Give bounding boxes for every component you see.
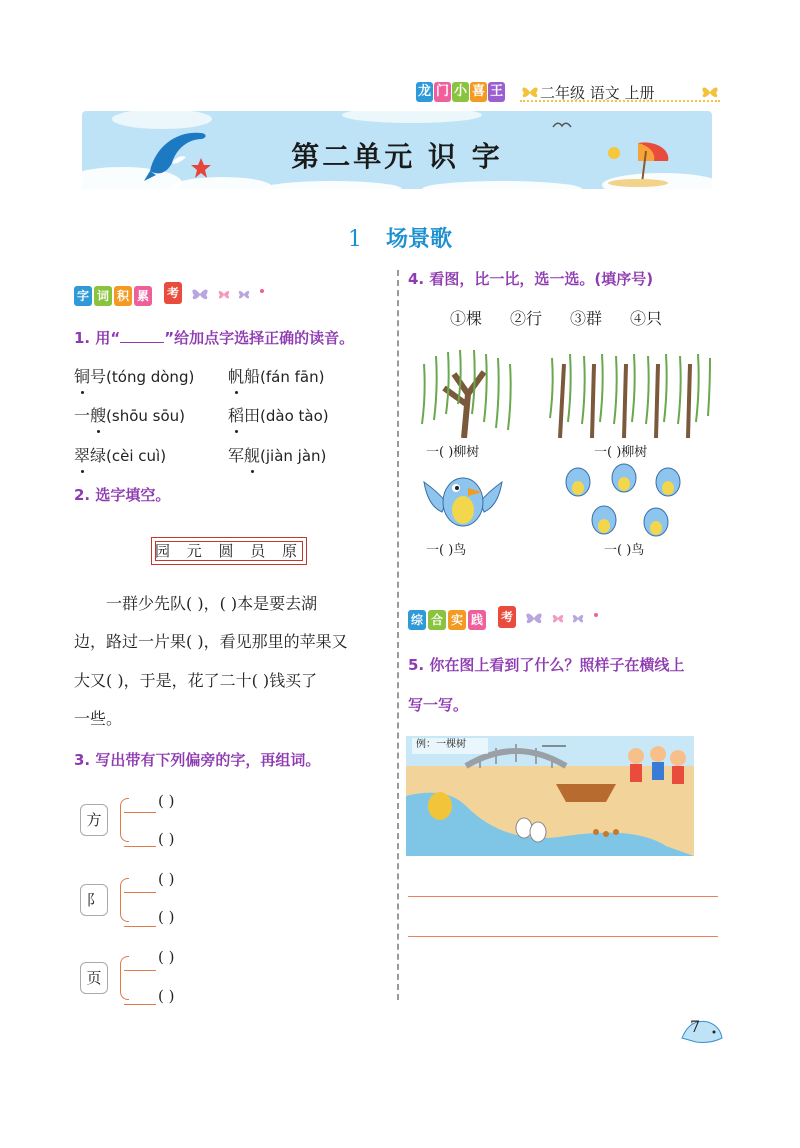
butterfly-icon: [700, 84, 720, 100]
exam-badge: 考: [164, 282, 182, 304]
question-4-prompt: 4. 看图，比一比，选一选。(填序号): [408, 270, 654, 288]
column-divider: [397, 270, 399, 1000]
q1-blank: [120, 342, 164, 343]
q2-line: 边，路过一片果( )，看见那里的苹果又: [74, 632, 348, 651]
answer-blank[interactable]: [124, 846, 156, 847]
answer-line[interactable]: [408, 936, 718, 937]
character-choices: 园 元 圆 员 原: [154, 542, 304, 560]
answer-blank[interactable]: [124, 926, 156, 927]
brand-logo: [416, 82, 505, 102]
seagull-icon: [552, 119, 572, 131]
dotted-char: 帆: [228, 367, 245, 386]
whale-icon: [680, 1012, 724, 1046]
pinyin-options: (shōu sōu): [106, 407, 186, 425]
willow-tree-illustration: [414, 344, 524, 438]
radical-box: 页: [80, 962, 108, 994]
section-tag-practice: [408, 610, 486, 630]
unit-banner: [82, 111, 712, 189]
measure-word-label: 一( )鸟: [426, 543, 467, 558]
example-label: 例：一棵树: [416, 739, 466, 750]
unit-title: 第二单元 识 字: [291, 140, 503, 173]
brace: [120, 798, 129, 842]
lesson-name: 场景歌: [385, 227, 452, 252]
answer-blank[interactable]: [124, 970, 156, 971]
q1-row: 一艘(shōu sōu): [74, 406, 186, 425]
park-scene-illustration: [406, 736, 694, 856]
lesson-number: 1: [347, 227, 362, 252]
brace: [120, 956, 129, 1000]
brand-char: 龙: [416, 82, 433, 102]
measure-word-label: 一( )柳树: [426, 445, 480, 460]
q2-line: 大又( )，于是，花了二十( )钱买了: [74, 671, 318, 690]
pinyin-options: (dào tào): [260, 407, 329, 425]
pinyin-options: (jiàn jàn): [260, 447, 327, 465]
tag-char: 积: [114, 286, 132, 306]
measure-word-label: 一( )鸟: [604, 543, 645, 558]
bird-flock-illustration: [560, 460, 690, 542]
page-number: 7: [690, 1017, 701, 1036]
q2-line: 一群少先队( )，( )本是要去湖: [106, 594, 318, 613]
option: ①棵: [450, 309, 483, 328]
word-paren: ( ): [158, 830, 175, 848]
word-paren: ( ): [158, 908, 175, 926]
tag-char: 词: [94, 286, 112, 306]
question-2-prompt: 2. 选字填空。: [74, 486, 171, 504]
character-choices-box: [151, 537, 307, 565]
word-paren: ( ): [158, 792, 175, 810]
dotted-char: 艘: [90, 406, 107, 425]
brand-char: 喜: [470, 82, 487, 102]
question-3-prompt: 3. 写出带有下列偏旁的字，再组词。: [74, 751, 321, 769]
pinyin-options: (tóng dòng): [106, 368, 195, 386]
q1-prefix: 1. 用“: [74, 329, 121, 347]
word-paren: ( ): [158, 987, 175, 1005]
q1-row: 帆船(fán fān): [228, 367, 325, 386]
butterfly-icon: [190, 285, 270, 303]
lesson-title: [0, 222, 800, 253]
measure-word-label: 一( )柳树: [594, 445, 648, 460]
dotted-char: 翠: [74, 446, 91, 465]
section-tag-vocabulary: [74, 286, 152, 306]
option: ④只: [630, 309, 663, 328]
dotted-char: 铜: [74, 367, 91, 386]
tag-char: 践: [468, 610, 486, 630]
q1-row: 稻田(dào tào): [228, 406, 329, 425]
q4-options: [450, 308, 662, 330]
pinyin-options: (cèi cuì): [106, 447, 167, 465]
pinyin-options: (fán fān): [260, 368, 325, 386]
bird-illustration: [420, 462, 506, 534]
willow-row-illustration: [548, 344, 712, 438]
butterfly-icon: [524, 609, 604, 627]
q1-row: 翠绿(cèi cuì): [74, 446, 167, 465]
answer-blank[interactable]: [124, 892, 156, 893]
question-1-prompt: [74, 327, 354, 349]
brand-char: 王: [488, 82, 505, 102]
tag-char: 实: [448, 610, 466, 630]
answer-blank[interactable]: [124, 812, 156, 813]
brand-char: 门: [434, 82, 451, 102]
tag-char: 字: [74, 286, 92, 306]
option: ②行: [510, 309, 543, 328]
q1-suffix: ”给加点字选择正确的读音。: [164, 329, 355, 347]
radical-box: 阝: [80, 884, 108, 916]
brace: [120, 878, 129, 922]
answer-blank[interactable]: [124, 1004, 156, 1005]
brand-char: 小: [452, 82, 469, 102]
dotted-char: 舰: [244, 446, 261, 465]
word-paren: ( ): [158, 870, 175, 888]
butterfly-icon: [520, 84, 540, 100]
answer-line[interactable]: [408, 896, 718, 897]
q2-line: 一些。: [74, 709, 123, 728]
option: ③群: [570, 309, 603, 328]
header-divider: [520, 100, 720, 102]
book-info: 二年级 语文 上册: [540, 84, 655, 102]
question-5-prompt: 5. 你在图上看到了什么？照样子在横线上: [408, 656, 685, 674]
tag-char: 合: [428, 610, 446, 630]
tag-char: 累: [134, 286, 152, 306]
radical-box: 方: [80, 804, 108, 836]
dotted-char: 稻: [228, 406, 245, 425]
tag-char: 综: [408, 610, 426, 630]
q1-row: 军舰(jiàn jàn): [228, 446, 327, 465]
exam-badge: 考: [498, 606, 516, 628]
word-paren: ( ): [158, 948, 175, 966]
question-5-prompt-cont: 写一写。: [408, 696, 469, 714]
q1-row: 铜号(tóng dòng): [74, 367, 195, 386]
